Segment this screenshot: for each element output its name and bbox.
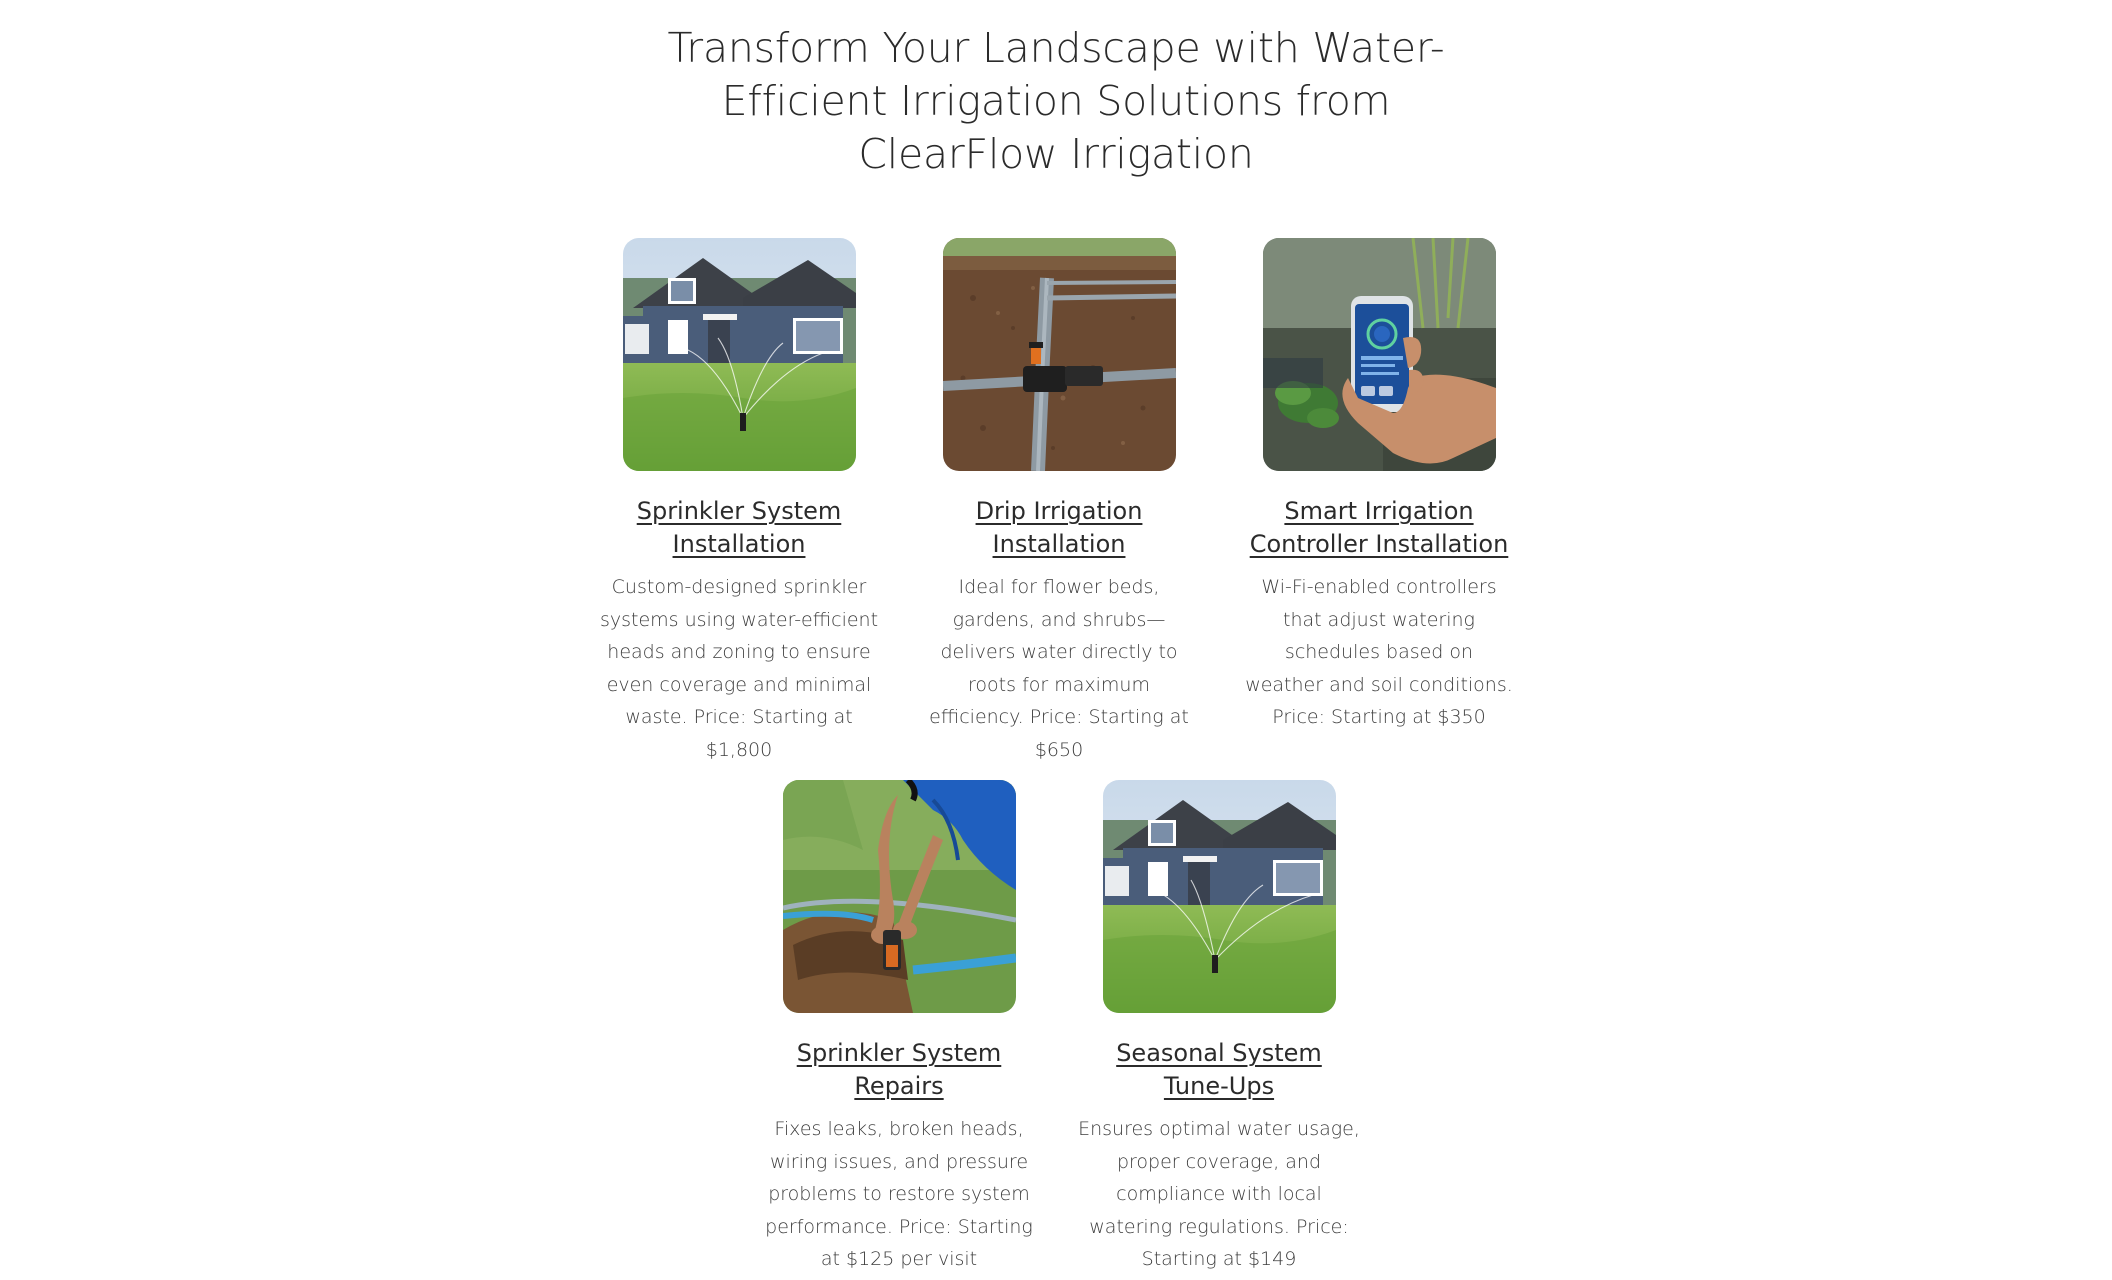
service-card-sprinkler-installation — [589, 238, 889, 766]
drip-line-soil-image[interactable] — [943, 238, 1176, 471]
service-title-link[interactable]: Sprinkler System Repairs — [796, 1039, 1002, 1100]
service-description: Custom-designed sprinkler systems using water-efficient heads and zoning to ensure even coverage and minimal waste. Price: Starting at $1,800 — [599, 576, 879, 761]
house-lawn-sprinkler-image[interactable] — [1103, 780, 1336, 1013]
service-title-link[interactable]: Drip Irrigation Installation — [975, 497, 1143, 558]
service-description: Ideal for flower beds, gardens, and shrubs—delivers water directly to roots for maximum efficiency. Price: Starting at $650 — [929, 576, 1189, 761]
technician-repair-image[interactable] — [783, 780, 1016, 1013]
service-card-smart-controller — [1229, 238, 1529, 734]
service-title-link[interactable]: Sprinkler System Installation — [636, 497, 842, 558]
service-card-tune-ups — [1069, 780, 1369, 1276]
page-title: Transform Your Landscape with Water-Efficient Irrigation Solutions from ClearFlow Irrigation — [667, 24, 1445, 178]
service-title-link[interactable]: Smart Irrigation Controller Installation — [1249, 497, 1509, 558]
service-description: Fixes leaks, broken heads, wiring issues, and pressure problems to restore system performance. Price: Starting at $125 per visit — [765, 1118, 1033, 1270]
service-card-repairs — [749, 780, 1049, 1276]
house-lawn-sprinkler-image[interactable] — [623, 238, 856, 471]
service-card-drip-irrigation — [909, 238, 1209, 766]
service-title-link[interactable]: Seasonal System Tune-Ups — [1116, 1039, 1322, 1100]
service-description: Wi-Fi-enabled controllers that adjust watering schedules based on weather and soil conditions. Price: Starting at $350 — [1245, 576, 1513, 728]
service-description: Ensures optimal water usage, proper coverage, and compliance with local watering regulations. Price: Starting at $149 — [1078, 1118, 1360, 1270]
phone-app-garden-image[interactable] — [1263, 238, 1496, 471]
